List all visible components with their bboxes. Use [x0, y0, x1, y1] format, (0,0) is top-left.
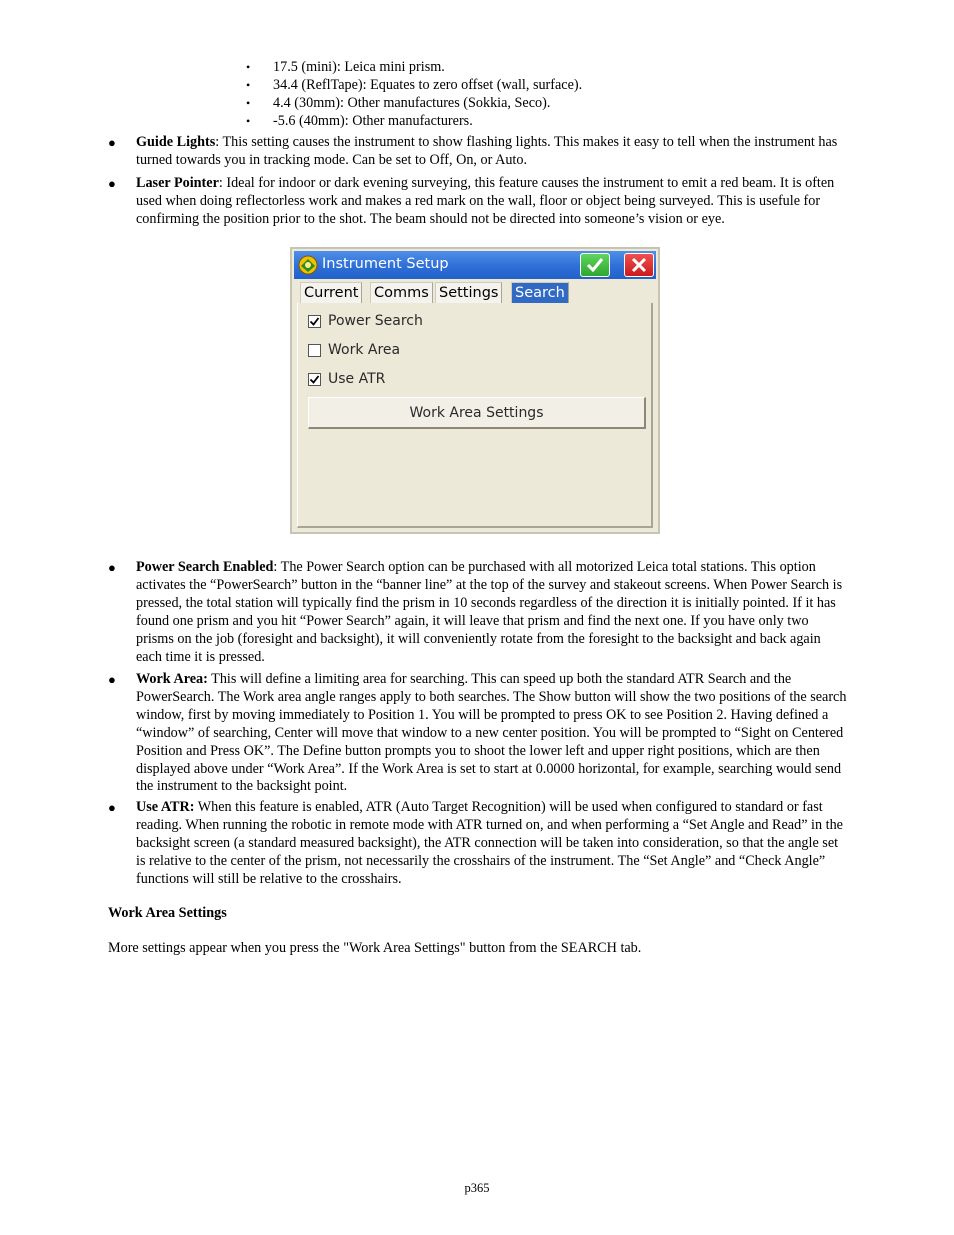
- bullet-dot: ●: [108, 560, 116, 575]
- close-icon: [630, 256, 648, 274]
- tab-settings[interactable]: Settings: [435, 282, 502, 303]
- bullet-work-area: [108, 671, 848, 796]
- checkbox-label: Use ATR: [328, 371, 386, 387]
- bullet-term: Power Search Enabled: [136, 559, 274, 575]
- bullet-use-atr: [108, 799, 848, 889]
- bullet-term: Guide Lights: [136, 134, 216, 150]
- app-logo-icon: [298, 255, 318, 275]
- list-item: • 17.5 (mini): Leica mini prism.: [246, 59, 582, 77]
- bullet-body: : This setting causes the instrument to show flashing lights. This makes it easy to tell when the instrument has turned towards you in tracking mode. Can be set to Off, On, or Auto.: [136, 134, 838, 168]
- checkbox-label: Work Area: [328, 342, 401, 358]
- list-item: • 4.4 (30mm): Other manufactures (Sokkia, Seco).: [246, 95, 582, 113]
- cancel-button[interactable]: [624, 253, 654, 277]
- checkbox-box: [308, 373, 321, 386]
- prism-offset-list: [246, 59, 582, 131]
- work-area-settings-button[interactable]: Work Area Settings: [308, 397, 646, 429]
- bullet-body: When this feature is enabled, ATR (Auto Target Recognition) will be used when configured to standard or fast reading. When running the robotic in remote mode with ATR turned on, and when performing a “Set Angle and Read” in the backsight screen (a standard measured backsight), the ATR connection will be taken into consideration, so that the angle set is relative to the center of the prism, not necessarily the crosshairs of the instrument. The “Set Angle” and “Check Angle” functions will still be relative to the crosshairs.: [136, 799, 843, 887]
- bullet-dot: ●: [108, 176, 116, 191]
- checkbox-box: [308, 315, 321, 328]
- bullet-term: Work Area:: [136, 671, 208, 687]
- list-item: • 34.4 (ReflTape): Equates to zero offset (wall, surface).: [246, 77, 582, 95]
- bullet-power-search: [108, 559, 848, 666]
- checkbox-box: [308, 344, 321, 357]
- bullet-dot: ●: [108, 135, 116, 150]
- title-bar: [294, 251, 656, 279]
- list-item: • -5.6 (40mm): Other manufacturers.: [246, 113, 582, 131]
- checkmark-icon: [309, 316, 320, 327]
- tab-current[interactable]: Current: [300, 282, 362, 303]
- section-paragraph: More settings appear when you press the "Work Area Settings" button from the SEARCH tab.: [108, 940, 642, 956]
- checkbox-label: Power Search: [328, 313, 423, 329]
- bullet-term: Laser Pointer: [136, 175, 219, 191]
- bullet-body: : Ideal for indoor or dark evening surveying, this feature causes the instrument to emit a red beam. It is often used when doing reflectorless work and makes a red mark on the wall, floor or object being surveyed. This is usefule for confirming the position prior to the shot. The beam should not be directed into someone’s vision or eye.: [136, 175, 835, 227]
- bullet-body: This will define a limiting area for searching. This can speed up both the standard ATR Search and the PowerSearch. The Work area angle ranges apply to both searches. The Show button will show the two positions of the search window, first by moving immediately to Position 1. You will be prompted to press OK to see Position 2. Having defined a “window” of searching, Center will move that window to a new center position. You will be prompted to “Sight on Centered Position and Press OK”. The Define button prompts you to shoot the lower left and upper right positions, which are then displayed above under “Work Area”. If the Work Area is set to start at 0.0000 horizontal, for example, searching would send the instrument to the backsight point.: [136, 671, 847, 795]
- bullet-dot: ●: [108, 800, 116, 815]
- tab-comms[interactable]: Comms: [370, 282, 433, 303]
- check-icon: [586, 256, 604, 274]
- bullet-guide-lights: [108, 134, 848, 170]
- bullet-laser-pointer: [108, 175, 848, 229]
- bullet-body: : The Power Search option can be purchased with all motorized Leica total stations. This option activates the “PowerSearch” button in the “banner line” at the top of the survey and stakeout screens. When Power Search is pressed, the total station will typically find the prism in 10 seconds regardless of the direction it is initially pointed. If it has found one prism and you hit “Power Search” again, it will leave that prism and find the next one. If you have only two prisms on the job (foresight and backsight), it will conveniently rotate from the foresight to the backsight and back again each time it is pressed.: [136, 559, 843, 665]
- window-title: Instrument Setup: [322, 256, 449, 272]
- section-heading: Work Area Settings: [108, 905, 227, 921]
- page-number: p365: [464, 1181, 490, 1195]
- search-tab-panel: [297, 303, 653, 528]
- bullet-dot: ●: [108, 672, 116, 687]
- bullet-term: Use ATR:: [136, 799, 195, 815]
- checkmark-icon: [309, 374, 320, 385]
- instrument-setup-window: [290, 247, 660, 534]
- tab-search[interactable]: Search: [511, 282, 569, 303]
- ok-button[interactable]: [580, 253, 610, 277]
